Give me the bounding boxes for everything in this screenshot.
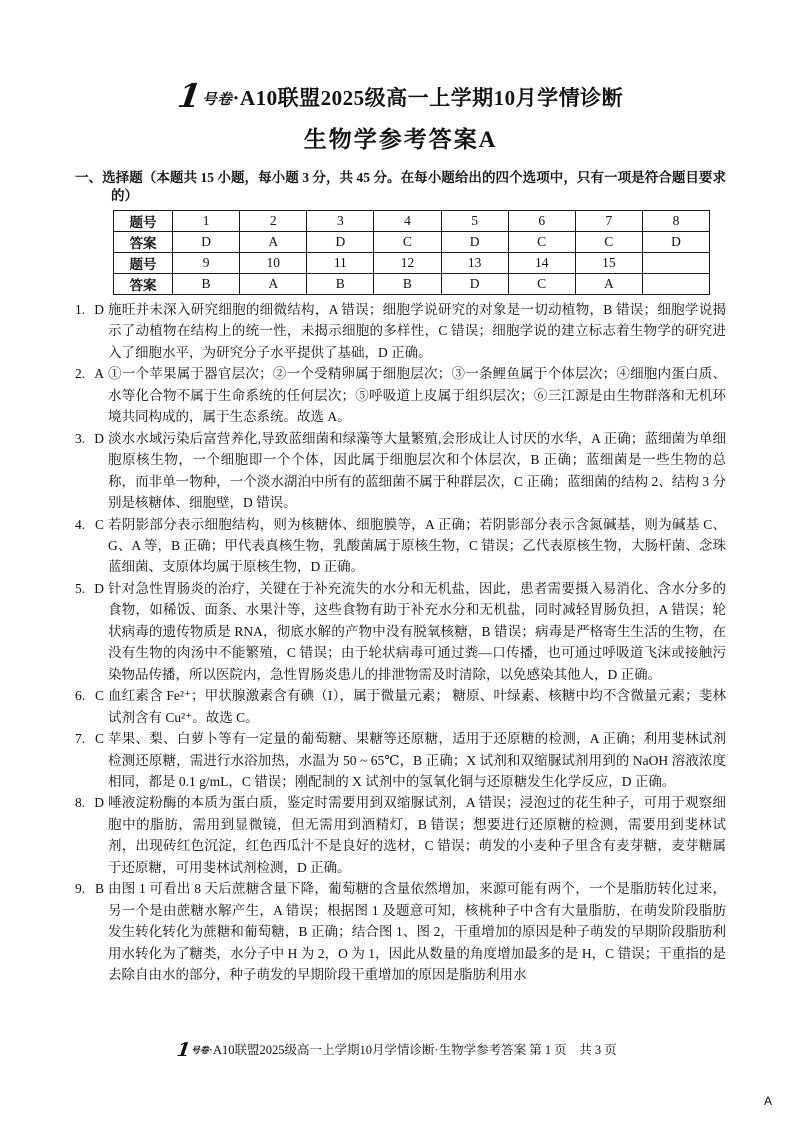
answer-cell: D — [173, 232, 240, 253]
item-number: 8. — [75, 795, 86, 811]
page-content — [75, 0, 726, 986]
item-answer: D — [94, 430, 104, 446]
answer-cell: B — [374, 274, 441, 295]
version-mark: A — [763, 1094, 772, 1108]
answer-cell: C — [508, 274, 575, 295]
exam-brand-logo — [175, 76, 233, 115]
page-subtitle: 生物学参考答案A — [303, 127, 498, 152]
question-number-cell: 6 — [508, 211, 575, 232]
item-marker — [75, 878, 108, 985]
item-number: 7. — [75, 731, 86, 747]
item-number: 4. — [75, 516, 86, 532]
item-explanation-text: 若阴影部分表示细胞结构，则为核糖体、细胞膜等，A 正确；若阴影部分表示含氮碱基，则为碱基 C、G、A 等，B 正确；甲代表真核生物，乳酸菌属于原核生物，C 错误；乙代表原核生物，大肠杆菌、念珠蓝细菌、支原体均属于原核生物，D 正确。 — [108, 516, 726, 575]
answer-table — [113, 210, 710, 295]
item-answer: C — [94, 731, 104, 747]
item-explanation-text: 苹果、梨、白萝卜等有一定量的葡萄糖、果糖等还原糖，适用于还原糖的检测，A 正确；利用斐林试剂检测还原糖，需进行水浴加热，水温为 50 ~ 65℃，B 正确；X 试剂和双缩脲试剂用到的 NaOH 溶液浓度相同，都是 0.1 g/mL，C 错误；刚配制的 X 试剂中的氢氧化铜与还原糖发生化学反应，D 正确。 — [108, 731, 726, 789]
row-label: 题号 — [114, 253, 173, 274]
item-marker — [75, 428, 108, 514]
footer-brand-logo — [175, 1039, 209, 1061]
logo-script-chars: 号卷 — [191, 1045, 209, 1055]
table-row — [114, 253, 710, 274]
item-answer: D — [94, 302, 104, 317]
row-label: 题号 — [114, 211, 173, 232]
question-number-cell: 12 — [374, 253, 441, 274]
item-marker — [75, 728, 108, 792]
item-marker — [75, 792, 108, 878]
table-row — [114, 274, 710, 295]
question-number-cell: 7 — [575, 211, 642, 232]
logo-numeral: 1 — [175, 1039, 192, 1061]
answer-cell: D — [642, 232, 709, 253]
question-number-cell: 10 — [240, 253, 307, 274]
answer-cell: D — [441, 232, 508, 253]
item-answer: D — [94, 795, 104, 811]
item-answer: A — [94, 366, 104, 382]
item-explanation-text: 施旺并未深入研究细胞的细微结构，A 错误；细胞学说研究的对象是一切动植物，B 错误；细胞学说揭示了动植物在结构上的统一性，未揭示细胞的多样性，C 错误；细胞学说的建立标志着生物学的研究进入了细胞水平，为研究分子水平提供了基础，D 正确。 — [108, 302, 726, 360]
explanation-item-7 — [75, 728, 726, 792]
item-answer: D — [94, 580, 104, 596]
table-row — [114, 211, 710, 232]
item-number: 3. — [75, 430, 86, 446]
item-marker — [75, 363, 108, 427]
question-number-cell: 4 — [374, 211, 441, 232]
item-explanation-text: 血红素含 Fe²⁺；甲状腺激素含有碘（I），属于微量元素； 糖原、叶绿素、核糖中均不含微量元素；斐林试剂含有 Cu²⁺。故选 C。 — [108, 688, 726, 725]
empty-cell — [642, 274, 709, 295]
explanation-item-8 — [75, 792, 726, 878]
explanation-item-6 — [75, 685, 726, 728]
footer-text: ·A10联盟2025级高一上学期10月学情诊断·生物学参考答案 第 1 页 共 3 页 — [208, 1043, 617, 1057]
question-number-cell: 3 — [307, 211, 374, 232]
answer-cell: D — [307, 232, 374, 253]
explanation-item-9 — [75, 878, 726, 985]
section-intro: 一、选择题（本题共 15 小题，每小题 3 分，共 45 分。在每小题给出的四个选项中，只有一项是符合题目要求的） — [75, 170, 726, 203]
item-explanation-text: 由图 1 可看出 8 天后蔗糖含量下降，葡萄糖的含量依然增加，来源可能有两个，一个是脂肪转化过来，另一个是由蔗糖水解产生，A 错误；根据图 1 及题意可知，核桃种子中含有大量脂肪，在萌发阶段脂肪发生转化转化为蔗糖和葡萄糖，B 正确；结合图 1、图 2，干重增加的原因是种子萌发的早期阶段脂肪利用水转化为了糖类，水分子中 H 为 2，O 为 1，因此从数量的角度增加最多的是 H，C 错误；干重指的是去除自由水的部分，种子萌发的早期阶段干重增加的原因是脂肪利用水 — [108, 881, 726, 983]
page-footer — [0, 1039, 794, 1061]
question-number-cell: 15 — [575, 253, 642, 274]
item-number: 2. — [75, 366, 86, 382]
item-number: 5. — [75, 580, 86, 596]
question-number-cell: 14 — [508, 253, 575, 274]
question-number-cell: 11 — [307, 253, 374, 274]
item-explanation-text: ①一个苹果属于器官层次；②一个受精卵属于细胞层次；③一条鲤鱼属于个体层次；④细胞内蛋白质、水等化合物不属于生命系统的任何层次；⑤呼吸道上皮属于组织层次；⑥三江源是由生物群落和无机环境共同构成的，属于生态系统。故选 A。 — [108, 366, 726, 425]
question-number-cell: 8 — [642, 211, 709, 232]
question-number-cell: 13 — [441, 253, 508, 274]
question-number-cell: 1 — [173, 211, 240, 232]
answer-cell: B — [307, 274, 374, 295]
item-explanation-text: 淡水水域污染后富营养化,导致蓝细菌和绿藻等大量繁殖,会形成让人讨厌的水华，A 正确；蓝细菌为单细胞原核生物，一个细胞即一个个体，因此属于细胞层次和个体层次，B 正确；蓝细菌是一些生物的总称，而非单一物种，一个淡水湖泊中所有的蓝细菌不属于种群层次，C 正确；蓝细菌的结构 2、结构 3 分别是核糖体、细胞壁，D 错误。 — [108, 430, 726, 511]
question-number-cell: 5 — [441, 211, 508, 232]
item-number: 1. — [75, 302, 86, 317]
page-title-text: ·A10联盟2025级高一上学期10月学情诊断 — [232, 86, 624, 110]
explanation-item-4 — [75, 514, 726, 578]
item-marker — [75, 578, 108, 685]
answer-cell: A — [240, 232, 307, 253]
item-number: 9. — [75, 881, 86, 897]
empty-cell — [642, 253, 709, 274]
answer-cell: A — [240, 274, 307, 295]
question-number-cell: 2 — [240, 211, 307, 232]
item-marker — [75, 299, 108, 363]
item-explanation-text: 唾液淀粉酶的本质为蛋白质，鉴定时需要用到双缩脲试剂，A 错误；浸泡过的花生种子，可用于观察细胞中的脂肪，需用到显微镜，但无需用到酒精灯，B 错误；想要进行还原糖的检测，需要用到斐林试剂，出现砖红色沉淀，红色西瓜汁不是良好的选材，C 错误；萌发的小麦种子里含有麦芽糖，麦芽糖属于还原糖，可用斐林试剂检测，D 正确。 — [108, 795, 726, 875]
item-answer: C — [94, 688, 104, 704]
logo-script-chars: 号卷 — [202, 92, 233, 108]
item-marker — [75, 514, 108, 578]
explanation-item-5 — [75, 578, 726, 685]
logo-numeral: 1 — [175, 76, 204, 115]
explanation-list — [75, 299, 726, 986]
row-label: 答案 — [114, 232, 173, 253]
item-explanation-text: 针对急性胃肠炎的治疗，关键在于补充流失的水分和无机盐，因此，患者需要摄入易消化、含水分多的食物，如稀饭、面条、水果汁等，这些食物有助于补充水分和无机盐，同时减轻胃肠负担，A 错误；轮状病毒的遗传物质是 RNA，彻底水解的产物中没有脱氧核糖，B 错误；病毒是严格寄生生活的生物，在没有生物的肉汤中不能繁殖，C 错误；由于轮状病毒可通过粪—口传播，也可通过呼吸道飞沫或接触污染物品传播，所以医院内，急性胃肠炎患儿的排泄物需及时清除，以免感染其他人，D 正确。 — [108, 580, 726, 682]
answer-cell: C — [508, 232, 575, 253]
answer-cell: B — [173, 274, 240, 295]
question-number-cell: 9 — [173, 253, 240, 274]
explanation-item-2 — [75, 363, 726, 427]
item-marker — [75, 685, 108, 728]
item-answer: C — [94, 516, 104, 532]
page-title — [75, 76, 726, 115]
answer-cell: D — [441, 274, 508, 295]
answer-cell: A — [575, 274, 642, 295]
item-number: 6. — [75, 688, 86, 704]
answer-cell: C — [575, 232, 642, 253]
item-answer: B — [94, 881, 104, 897]
row-label: 答案 — [114, 274, 173, 295]
answer-cell: C — [374, 232, 441, 253]
explanation-item-3 — [75, 428, 726, 514]
table-row — [114, 232, 710, 253]
explanation-item-1 — [75, 299, 726, 363]
